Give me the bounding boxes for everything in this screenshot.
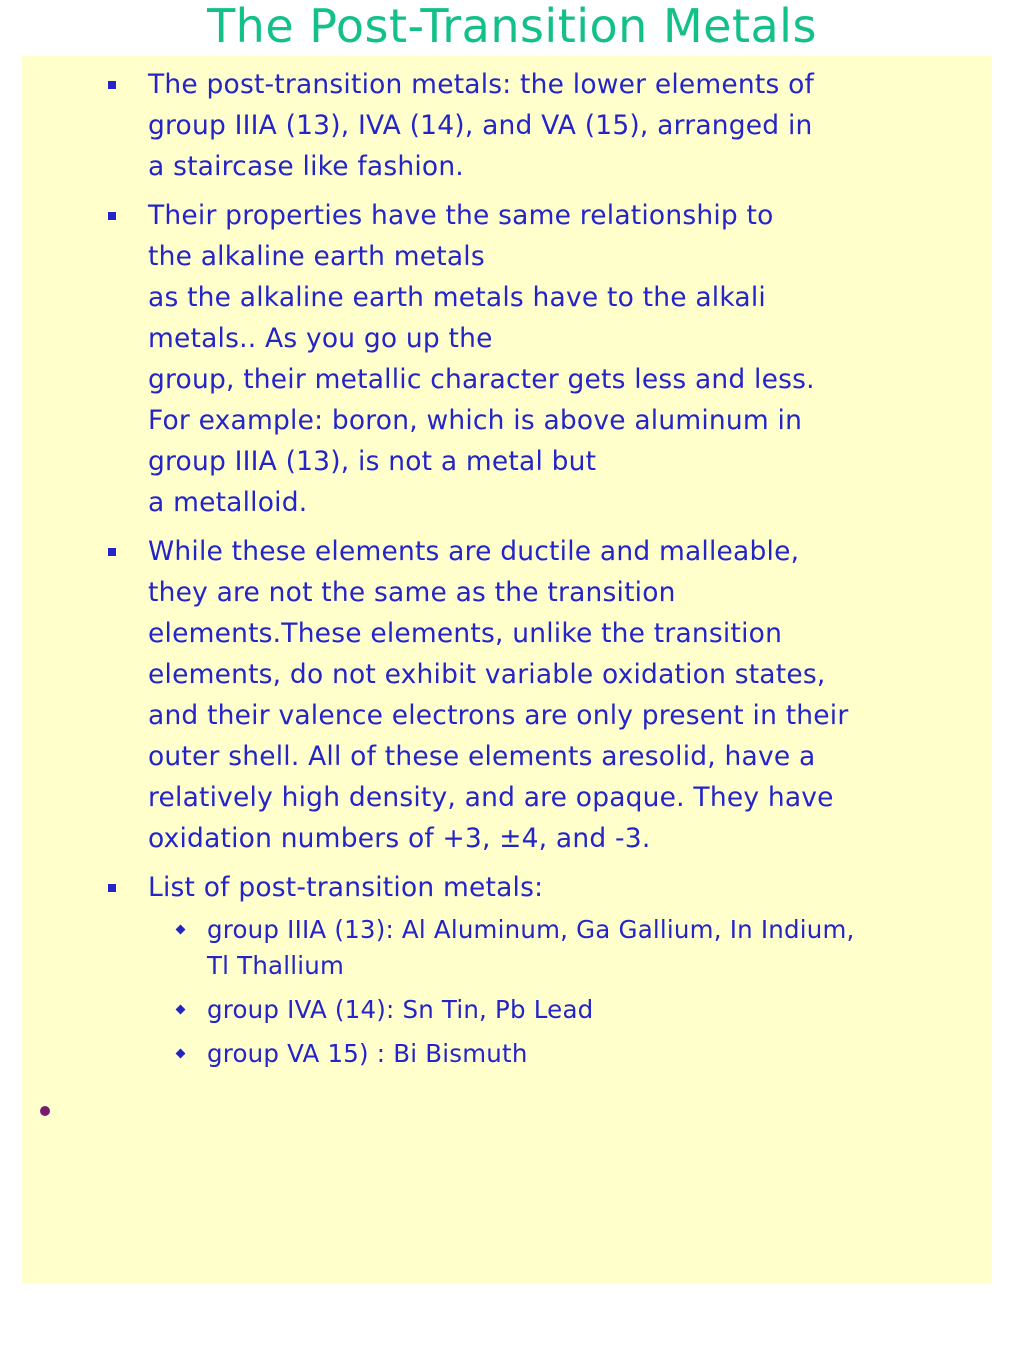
bullet-line: oxidation numbers of +3, ±4, and -3. [148, 823, 651, 854]
sub-item-line: group IIIA (13): Al Aluminum, Ga Gallium, In Indium, [207, 915, 855, 944]
bullet-line: the alkaline earth metals [148, 241, 485, 272]
bullet-item-characteristics [148, 531, 988, 859]
bullet-line: relatively high density, and are opaque. They have [148, 782, 834, 813]
sub-item-line: group VA 15) : Bi Bismuth [207, 1039, 528, 1068]
bullet-line: elements, do not exhibit variable oxidation states, [148, 659, 826, 690]
sub-item-group-iva [207, 992, 988, 1028]
slide-title: The Post-Transition Metals [207, 0, 817, 53]
diamond-bullet-icon [176, 925, 186, 935]
bullet-item-list [148, 867, 988, 1072]
empty-bullet-icon [40, 1106, 50, 1116]
bullet-line: For example: boron, which is above aluminum in [148, 405, 803, 436]
sub-item-group-va [207, 1036, 988, 1072]
bullet-line: metals.. As you go up the [148, 323, 493, 354]
bullet-line: The post-transition metals: the lower elements of [148, 69, 815, 100]
bullet-line: group IIIA (13), IVA (14), and VA (15), arranged in [148, 110, 813, 141]
bullet-line: While these elements are ductile and malleable, [148, 536, 800, 567]
bullet-line: a staircase like fashion. [148, 151, 464, 182]
sub-item-line: group IVA (14): Sn Tin, Pb Lead [207, 995, 594, 1024]
bullet-line: List of post-transition metals: [148, 872, 544, 903]
sub-item-group-iiia [207, 912, 988, 984]
square-bullet-icon [108, 81, 116, 89]
square-bullet-icon [108, 212, 116, 220]
bullet-list [148, 64, 988, 1080]
diamond-bullet-icon [176, 1005, 186, 1015]
bullet-line: group IIIA (13), is not a metal but [148, 446, 597, 477]
square-bullet-icon [108, 884, 116, 892]
bullet-line: Their properties have the same relationship to [148, 200, 774, 231]
bullet-line: and their valence electrons are only present in their [148, 700, 849, 731]
bullet-item-properties [148, 195, 988, 523]
bullet-line: a metalloid. [148, 487, 308, 518]
bullet-line: elements.These elements, unlike the transition [148, 618, 783, 649]
metal-group-list [148, 912, 988, 1072]
bullet-line: group, their metallic character gets less and less. [148, 364, 815, 395]
square-bullet-icon [108, 548, 116, 556]
bullet-line: outer shell. All of these elements aresolid, have a [148, 741, 816, 772]
diamond-bullet-icon [176, 1049, 186, 1059]
sub-item-line: Tl Thallium [207, 951, 345, 980]
bullet-item-definition [148, 64, 988, 187]
bullet-line: as the alkaline earth metals have to the alkali [148, 282, 766, 313]
bullet-line: they are not the same as the transition [148, 577, 676, 608]
